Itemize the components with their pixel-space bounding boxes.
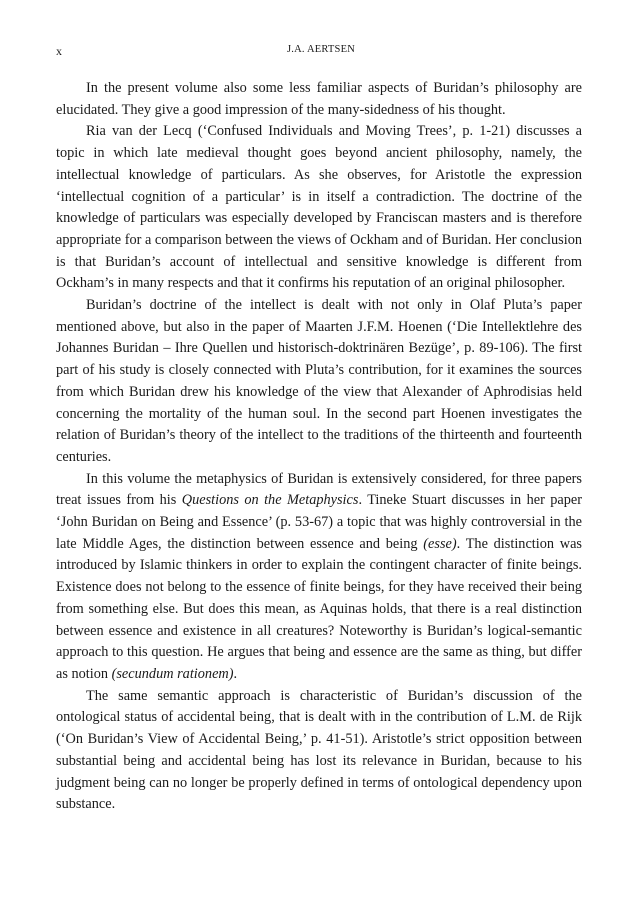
paragraph-4-text-b: . Tineke Stuart discusses in her paper ‘John Buridan on Being and Essence’ (p. 53-67) a topic that was highly controversial in the late Middle Ages, the distinction between essence and being <box>56 492 583 552</box>
work-title-questions-metaphysics: Questions on the Metaphysics <box>181 492 359 509</box>
paragraph-4-text-c: . The distinction was introduced by Islamic thinkers in order to explain the contingent character of finite beings. Existence does not belong to the essence of finite beings, for they have received their being from something else. But does this mean, as Aquinas holds, that there is a real distinction between essence and existence in all creatures? Noteworthy is Buridan’s logical-semantic approach to this question. He argues that being and essence are the same as thing, but differ as notion <box>56 535 583 682</box>
paragraph-5: The same semantic approach is characteristic of Buridan’s discussion of the ontological status of accidental being, that is dealt with in the contribution of L.M. de Rijk (‘On Buridan’s View of Accidental Being,’ p. 41-51). Aristotle’s strict opposition between substantial being and accidental being has lost its relevance in Buridan, because to his judgment being can no longer be properly defined in terms of ontological dependency upon substance. <box>56 687 582 813</box>
page-header <box>56 44 586 62</box>
paragraph-2: Ria van der Lecq (‘Confused Individuals and Moving Trees’, p. 1-21) discusses a topic in which late medieval thought goes beyond ancient philosophy, namely, the intellectual knowledge of particulars. As she observes, for Aristotle the expression ‘intellectual cognition of a particular’ is in itself a contradiction. The doctrine of the knowledge of particulars was especially developed by Franciscan masters and is therefore appropriate for a comparison between the views of Ockham and of Buridan. Her conclusion is that Buridan’s account of intellectual and sensitive knowledge is different from Ockham’s in many respects and that it confirms his reputation of an original philosopher. <box>56 123 582 292</box>
paragraph-4 <box>56 469 582 686</box>
term-esse: (esse) <box>423 535 457 552</box>
paragraph-1: In the present volume also some less familiar aspects of Buridan’s philosophy are elucidated. They give a good impression of the many-sidedness of his thought. <box>56 80 582 118</box>
running-head: J.A. AERTSEN <box>287 44 355 55</box>
page-number: x <box>56 44 63 58</box>
paragraph-4-text-a: In this volume the metaphysics of Buridan is extensively considered, for three papers treat issues from his <box>56 470 582 509</box>
paragraph-3: Buridan’s doctrine of the intellect is dealt with not only in Olaf Pluta’s paper mentioned above, but also in the paper of Maarten J.F.M. Hoenen (‘Die Intellektlehre des Johannes Buridan – Ihre Quellen und historisch-doktrinären Bezüge’, p. 89-106). The first part of his study is closely connected with Pluta’s contribution, for it examines the sources from which Buridan drew his knowledge of the view that Alexander of Aphrodisias held concerning the mortality of the human soul. In the second part Hoenen investigates the relation of Buridan’s theory of the intellect to the traditions of the thirteenth and fourteenth centuries. <box>56 297 582 465</box>
paragraph-4-text-d: . <box>233 665 238 682</box>
term-secundum-rationem: (secundum rationem) <box>111 665 234 682</box>
body-text <box>56 78 582 816</box>
